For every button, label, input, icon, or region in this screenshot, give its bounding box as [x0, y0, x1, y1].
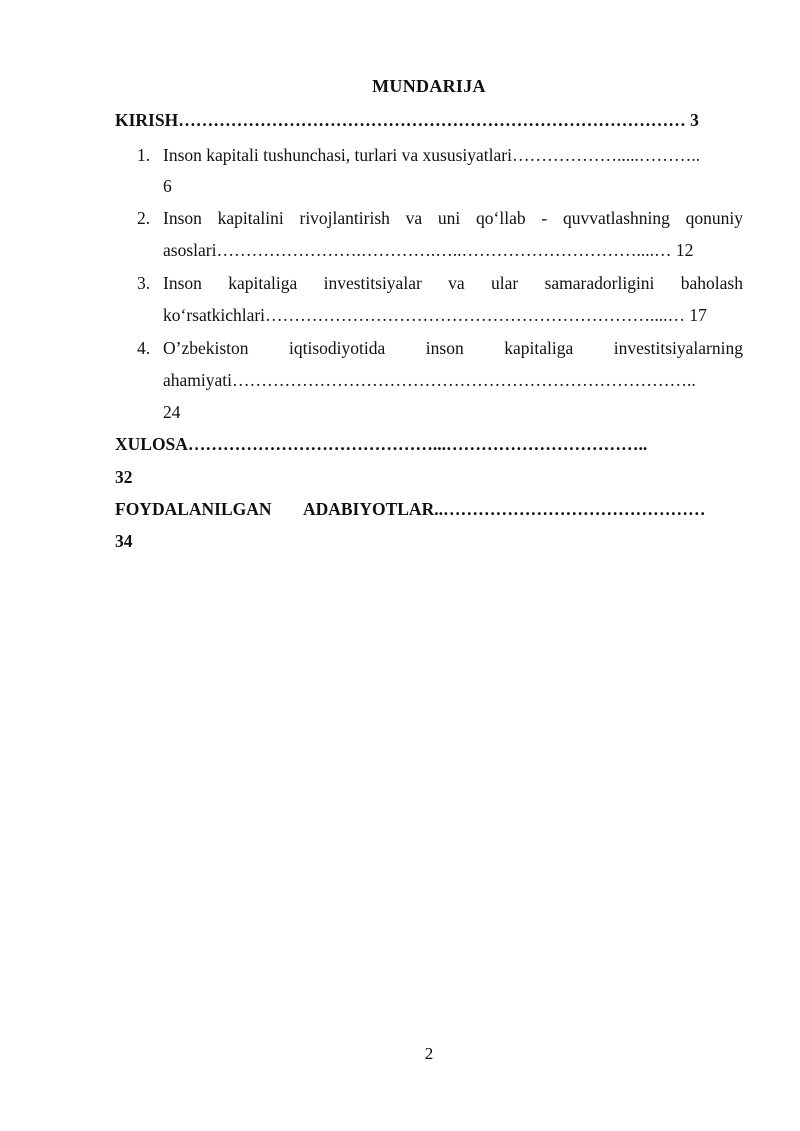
- toc-item-1-page: 6: [163, 176, 172, 196]
- toc-item-1-title: Inson kapitali tushunchasi, turlari va xususiyatlari……………….....………..: [163, 145, 701, 165]
- toc-item-2-title: Inson kapitalini rivojlantirish va uni qo‘llab - quvvatlashning qonuniy: [163, 208, 743, 228]
- toc-item-4-page: 24: [163, 402, 181, 422]
- toc-entry-conclusion: XULOSA……………………………………...……………………………..: [115, 434, 648, 454]
- toc-item-3-title-cont: ko‘rsatkichlari…………………………………………………………....… 17: [163, 305, 707, 325]
- toc-item-4-number: 4.: [137, 338, 151, 358]
- toc-entry-conclusion-page: 32: [115, 467, 133, 487]
- toc-item-1-number: 1.: [137, 145, 151, 165]
- toc-item-2-number: 2.: [137, 208, 151, 228]
- toc-entry-references-page: 34: [115, 531, 133, 551]
- page-number: 2: [424, 1044, 434, 1063]
- page-title: MUNDARIJA: [372, 76, 486, 96]
- toc-item-3-number: 3.: [137, 273, 151, 293]
- toc-entry-references: FOYDALANILGAN ADABIYOTLAR..………………………………………: [115, 499, 706, 519]
- toc-item-3-title: Inson kapitaliga investitsiyalar va ular samaradorligini baholash: [163, 273, 743, 293]
- toc-item-4-title: O’zbekiston iqtisodiyotida inson kapitaliga investitsiyalarning: [163, 338, 743, 358]
- toc-item-4-title-cont: ahamiyati……………………………………………………………………..: [163, 370, 696, 390]
- toc-item-2-title-cont: asoslari…………………….………….…..…………………………....… 12: [163, 240, 694, 260]
- toc-entry-intro: KIRISH…………………………………………………………………………… 3: [115, 110, 699, 130]
